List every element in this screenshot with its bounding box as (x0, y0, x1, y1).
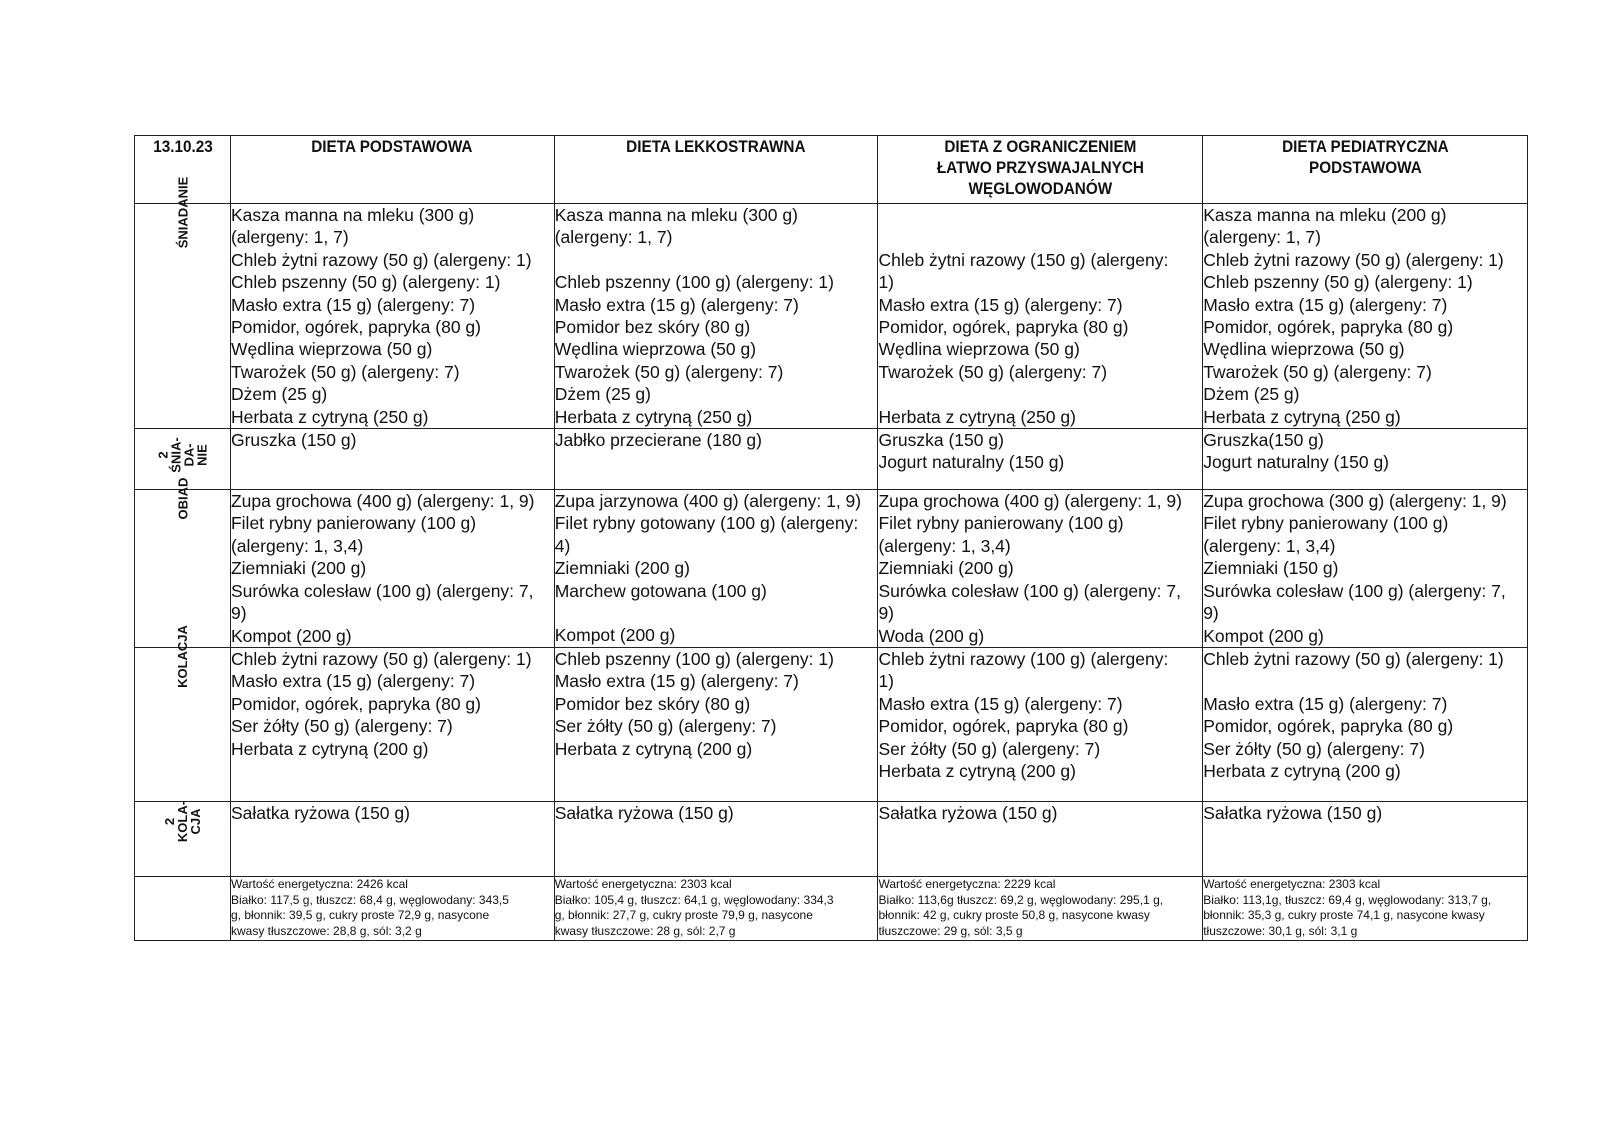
menu-item-line (878, 226, 1202, 248)
menu-item-line: Ziemniaki (200 g) (878, 558, 1014, 579)
menu-item-line (1203, 670, 1527, 692)
nutrition-line: Białko: 117,5 g, tłuszcz: 68,4 g, węglowodany: 343,5 (230, 892, 509, 907)
menu-item-line: Gruszka (150 g) (230, 430, 357, 451)
menu-item-line: (alergeny: 1, 7) (1203, 227, 1321, 248)
nutrition-line: Wartość energetyczna: 2303 kcal (554, 876, 732, 891)
menu-item-line: Chleb żytni razowy (50 g) (alergeny: 1) (1203, 648, 1504, 669)
menu-item-line: Ser żółty (50 g) (alergeny: 7) (878, 738, 1101, 759)
menu-item-line: (alergeny: 1, 3,4) (1203, 535, 1336, 556)
menu-item-line: (alergeny: 1, 3,4) (878, 535, 1011, 556)
menu-item-line: Herbata z cytryną (250 g) (1203, 406, 1401, 427)
menu-item-line: Ser żółty (50 g) (alergeny: 7) (554, 716, 777, 737)
menu-item-line: Jogurt naturalny (150 g) (1203, 452, 1390, 473)
nutrition-line: błonnik: 42 g, cukry proste 50,8 g, nasycone kwasy (878, 908, 1150, 923)
menu-item-line: Pomidor bez skóry (80 g) (554, 693, 751, 714)
menu-item-line: Ziemniaki (150 g) (1203, 558, 1339, 579)
diet-header-line: DIETA LEKKOSTRAWNA (626, 137, 806, 156)
menu-item-line: Chleb żytni razowy (50 g) (alergeny: 1) (230, 249, 532, 270)
menu-item-line: Pomidor, ogórek, papryka (80 g) (230, 693, 481, 714)
meal-cell (1203, 490, 1528, 648)
menu-item-line: Pomidor, ogórek, papryka (80 g) (1203, 716, 1454, 737)
menu-item-line: Filet rybny gotowany (100 g) (alergeny: (554, 513, 859, 534)
menu-item-line: Twarożek (50 g) (alergeny: 7) (1203, 361, 1432, 382)
menu-item-line: Filet rybny panierowany (100 g) (878, 513, 1124, 534)
menu-item-line: Dżem (25 g) (554, 384, 651, 405)
meal-cell (554, 429, 878, 490)
menu-item-line: 1) (878, 272, 895, 293)
menu-item-line: Zupa jarzynowa (400 g) (alergeny: 1, 9) (554, 491, 862, 512)
diet-header-line: WĘGLOWODANÓW (968, 179, 1113, 198)
menu-item-line: Surówka colesław (100 g) (alergeny: 7, (878, 580, 1181, 601)
menu-item-line: Twarożek (50 g) (alergeny: 7) (230, 361, 460, 382)
menu-item-line (878, 204, 1202, 226)
meal-row-second-breakfast (135, 429, 1528, 490)
meal-label-line: ŚNIADANIE (174, 176, 190, 249)
meal-cell (878, 204, 1203, 429)
meal-label (176, 177, 189, 249)
menu-item-line: Wędlina wieprzowa (50 g) (878, 339, 1080, 360)
menu-item-line: Sałatka ryżowa (150 g) (554, 802, 734, 823)
meal-cell (1203, 801, 1528, 876)
menu-item-line: Sałatka ryżowa (150 g) (878, 802, 1058, 823)
meal-label-line: OBIAD (174, 477, 190, 520)
menu-item-line: Kasza manna na mleku (300 g) (230, 205, 475, 225)
diet-header-line: PODSTAWOWA (1308, 158, 1422, 177)
nutrition-line: Białko: 113,1g, tłuszcz: 69,4 g, węglowodany: 313,7 g, (1203, 892, 1492, 907)
menu-item-line: Pomidor, ogórek, papryka (80 g) (878, 716, 1129, 737)
menu-item-line: Chleb pszenny (50 g) (alergeny: 1) (1203, 272, 1473, 293)
meal-row-second-dinner (135, 801, 1528, 876)
meal-cell (878, 429, 1203, 490)
meal-label-cell (135, 624, 231, 801)
menu-item-line: Gruszka(150 g) (1203, 430, 1324, 451)
menu-item-line: Sałatka ryżowa (150 g) (230, 802, 410, 823)
menu-item-line: Zupa grochowa (400 g) (alergeny: 1, 9) (230, 491, 535, 512)
meal-label-line: 2 (155, 451, 171, 459)
diet-header-line: DIETA PEDIATRYCZNA (1281, 137, 1449, 156)
meal-label-cell (135, 477, 231, 648)
nutrition-line: Wartość energetyczna: 2426 kcal (230, 876, 408, 891)
menu-item-line: 9) (230, 603, 247, 624)
meal-label-line: CJA (187, 808, 203, 835)
nutrition-line: kwasy tłuszczowe: 28 g, sól: 2,7 g (554, 923, 736, 938)
diet-header-2 (570, 136, 861, 204)
nutrition-line: Białko: 113,6g tłuszcz: 69,2 g, węglowodany: 295,1 g, (878, 892, 1164, 907)
menu-item-line: (alergeny: 1, 3,4) (230, 535, 364, 556)
menu-item-line: Ziemniaki (200 g) (554, 558, 690, 579)
menu-item-line: Dżem (25 g) (1203, 384, 1300, 405)
meal-cell (230, 490, 554, 648)
menu-item-line: Masło extra (15 g) (alergeny: 7) (1203, 294, 1448, 315)
menu-item-line: Pomidor, ogórek, papryka (80 g) (230, 317, 481, 338)
menu-item-line: Kasza manna na mleku (200 g) (1203, 205, 1447, 225)
nutrition-line: tłuszczowe: 30,1 g, sól: 3,1 g (1203, 923, 1358, 938)
menu-item-line: (alergeny: 1, 7) (554, 227, 673, 248)
menu-item-line: Masło extra (15 g) (alergeny: 7) (878, 294, 1123, 315)
meal-cell (1203, 647, 1528, 801)
diet-header-4 (1219, 136, 1511, 204)
menu-item-line: Kompot (200 g) (1203, 625, 1324, 646)
menu-item-line: Kompot (200 g) (554, 625, 676, 646)
diet-header-line: DIETA PODSTAWOWA (311, 137, 473, 156)
nutrition-cell (554, 876, 878, 940)
menu-item-line (555, 602, 878, 624)
meal-cell (1203, 429, 1528, 490)
menu-item-line: Woda (200 g) (878, 625, 985, 646)
menu-item-line: Kasza manna na mleku (300 g) (554, 205, 798, 225)
menu-item-line: 4) (554, 535, 571, 556)
meal-label (156, 437, 208, 472)
menu-item-line: 9) (1203, 603, 1219, 624)
meal-cell (878, 490, 1203, 648)
menu-item-line (878, 383, 1202, 405)
nutrition-cell (878, 876, 1203, 940)
nutrition-line: g, błonnik: 39,5 g, cukry proste 72,9 g, nasycone (230, 908, 490, 923)
meal-label (163, 801, 202, 842)
meal-row-breakfast (135, 204, 1528, 429)
menu-item-line: Herbata z cytryną (250 g) (878, 406, 1076, 427)
menu-item-line: Masło extra (15 g) (alergeny: 7) (878, 693, 1123, 714)
nutrition-row (135, 876, 1528, 940)
menu-item-line: Ser żółty (50 g) (alergeny: 7) (1203, 738, 1425, 759)
meal-cell (230, 204, 554, 429)
menu-item-line: Chleb żytni razowy (100 g) (alergeny: (878, 648, 1169, 669)
nutrition-line: g, błonnik: 27,7 g, cukry proste 79,9 g, nasycone (554, 908, 813, 923)
meal-label (176, 625, 189, 688)
diet-header-line: ŁATWO PRZYSWAJALNYCH (936, 158, 1144, 177)
nutrition-line: Białko: 105,4 g, tłuszcz: 64,1 g, węglowodany: 334,3 (554, 892, 834, 907)
menu-item-line: Masło extra (15 g) (alergeny: 7) (554, 671, 799, 692)
menu-item-line: Surówka colesław (100 g) (alergeny: 7, (230, 580, 534, 601)
menu-item-line: Jabłko przecierane (180 g) (554, 430, 762, 451)
nutrition-line: błonnik: 35,3 g, cukry proste 74,1 g, nasycone kwasy (1203, 908, 1485, 923)
menu-item-line: Wędlina wieprzowa (50 g) (230, 339, 433, 360)
menu-item-line: Filet rybny panierowany (100 g) (1203, 513, 1449, 534)
diet-header-line: DIETA Z OGRANICZENIEM (944, 137, 1137, 156)
meal-row-dinner (135, 647, 1528, 801)
menu-item-line: Herbata z cytryną (200 g) (554, 738, 753, 759)
meal-cell (554, 204, 878, 429)
menu-item-line: Chleb żytni razowy (150 g) (alergeny: (878, 249, 1169, 270)
meal-cell (878, 801, 1203, 876)
menu-item-line: Wędlina wieprzowa (50 g) (554, 339, 757, 360)
menu-item-line: Zupa grochowa (400 g) (alergeny: 1, 9) (878, 491, 1182, 512)
header-row (135, 136, 1528, 204)
meal-label-line: NIE (194, 444, 210, 466)
menu-item-line: Marchew gotowana (100 g) (554, 580, 767, 601)
menu-item-line: Chleb żytni razowy (50 g) (alergeny: 1) (1203, 249, 1504, 270)
meal-label-cell (135, 801, 231, 876)
menu-item-line: Sałatka ryżowa (150 g) (1203, 802, 1383, 823)
nutrition-line: kwasy tłuszczowe: 28,8 g, sól: 3,2 g (230, 923, 422, 938)
menu-item-line: Masło extra (15 g) (alergeny: 7) (554, 294, 799, 315)
meal-label-line: KOLA- (174, 800, 190, 842)
meal-cell (230, 647, 554, 801)
menu-item-line: Zupa grochowa (300 g) (alergeny: 1, 9) (1203, 491, 1507, 512)
meal-cell (1203, 204, 1528, 429)
nutrition-line: Wartość energetyczna: 2303 kcal (1203, 876, 1381, 891)
meal-cell (230, 801, 554, 876)
menu-item-line: Ziemniaki (200 g) (230, 558, 367, 579)
menu-item-line: Ser żółty (50 g) (alergeny: 7) (230, 716, 453, 737)
menu-item-line: Gruszka (150 g) (878, 430, 1004, 451)
menu-item-line: Surówka colesław (100 g) (alergeny: 7, (1203, 580, 1506, 601)
meal-cell (554, 801, 878, 876)
meal-label-line: ŚNIA- (168, 437, 184, 473)
meal-cell (554, 490, 878, 648)
menu-item-line: Herbata z cytryną (200 g) (230, 738, 429, 759)
menu-item-line: Chleb pszenny (100 g) (alergeny: 1) (554, 648, 834, 669)
nutrition-cell (1203, 876, 1528, 940)
diet-header-3 (894, 136, 1186, 204)
meal-row-lunch (135, 490, 1528, 648)
menu-item-line: Pomidor, ogórek, papryka (80 g) (1203, 317, 1454, 338)
diet-header-1 (247, 136, 538, 204)
nutrition-line: Wartość energetyczna: 2229 kcal (878, 876, 1056, 891)
menu-item-line: Chleb pszenny (50 g) (alergeny: 1) (230, 272, 501, 293)
menu-item-line: Chleb żytni razowy (50 g) (alergeny: 1) (230, 648, 532, 669)
nutrition-cell (230, 876, 554, 940)
meal-label-line: 2 (161, 817, 177, 826)
menu-item-line: Twarożek (50 g) (alergeny: 7) (878, 361, 1108, 382)
menu-item-line: Filet rybny panierowany (100 g) (230, 513, 477, 534)
menu-item-line: Masło extra (15 g) (alergeny: 7) (230, 294, 476, 315)
menu-item-line: (alergeny: 1, 7) (230, 227, 349, 248)
meal-cell (230, 429, 554, 490)
menu-item-line: Chleb pszenny (100 g) (alergeny: 1) (554, 272, 834, 293)
menu-item-line (555, 249, 878, 271)
meal-label-line: KOLACJA (174, 624, 190, 688)
menu-item-line: Herbata z cytryną (200 g) (1203, 760, 1401, 781)
meal-label-line: DA- (181, 443, 197, 467)
menu-item-line: Wędlina wieprzowa (50 g) (1203, 339, 1405, 360)
menu-item-line: Kompot (200 g) (230, 625, 352, 646)
menu-item-line: Herbata z cytryną (200 g) (878, 760, 1076, 781)
menu-item-line: Pomidor bez skóry (80 g) (554, 317, 751, 338)
menu-item-line: 9) (878, 603, 895, 624)
nutrition-label-cell (135, 876, 231, 940)
menu-item-line: Jogurt naturalny (150 g) (878, 452, 1065, 473)
menu-item-line: Pomidor, ogórek, papryka (80 g) (878, 317, 1129, 337)
menu-item-line: Herbata z cytryną (250 g) (554, 406, 753, 427)
menu-item-line: Herbata z cytryną (250 g) (230, 406, 429, 427)
meal-label (176, 478, 189, 520)
meal-label-cell (135, 176, 231, 429)
meal-cell (554, 647, 878, 801)
date-text: 13.10.23 (152, 137, 213, 156)
diet-menu-table (134, 135, 1528, 941)
meal-cell (878, 647, 1203, 801)
menu-item-line: Masło extra (15 g) (alergeny: 7) (230, 671, 476, 692)
menu-item-line: Dżem (25 g) (230, 384, 328, 405)
menu-item-line: 1) (878, 671, 895, 692)
nutrition-line: tłuszczowe: 29 g, sól: 3,5 g (878, 923, 1023, 938)
menu-item-line: Masło extra (15 g) (alergeny: 7) (1203, 693, 1448, 714)
menu-item-line: Twarożek (50 g) (alergeny: 7) (554, 361, 784, 382)
